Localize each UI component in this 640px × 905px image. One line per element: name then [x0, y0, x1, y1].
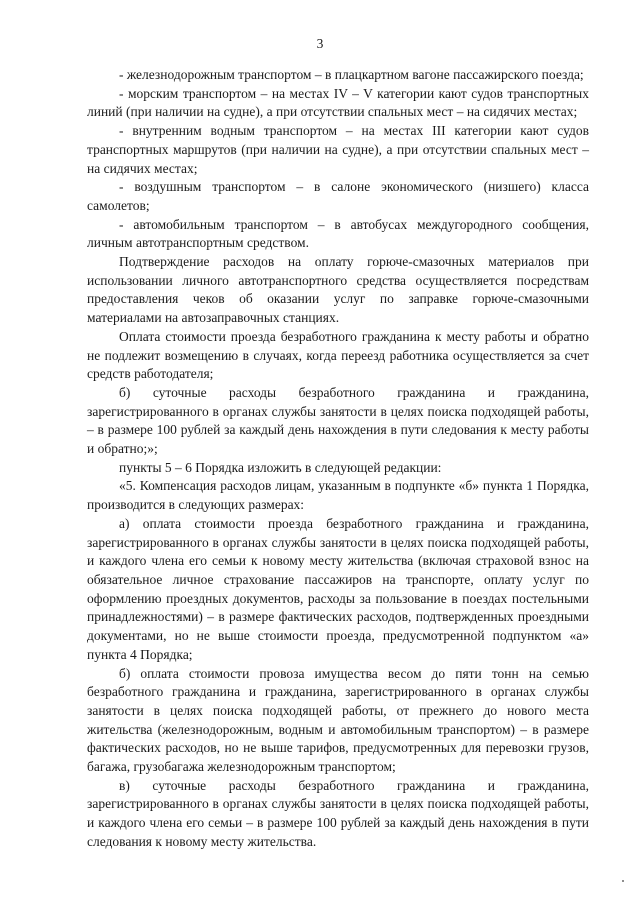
paragraph-subpoint-a: а) оплата стоимости проезда безработного гражданина и гражданина, зарегистрированного в органах службы занятости в целях поиска подходящей работы, и каждого члена его семьи к новому месту жительства (включая страховой взнос на обязательное личное страхование пассажиров на транспорте, оплату услуг по оформлению проездных документов, расходы за пользование в поездах постельными принадлежностями) – в размере фактических расходов, подтвержденных проездными документами, но не выше стоимости проезда, предусмотренной подпунктом «а» пункта 4 Порядка; — [87, 515, 589, 662]
paragraph-sea-transport: - морским транспортом – на местах IV – V категории кают судов транспортных линий (при наличии на судне), а при отсутствии спальных мест – на сидячих местах; — [87, 85, 589, 120]
paragraph-subpoint-b: б) оплата стоимости провоза имущества весом до пяти тонн на семью безработного гражданина и гражданина, зарегистрированного в органах службы занятости в целях поиска подходящей работы, от прежнего до нового места жительства (железнодорожным, водным и автомобильным транспортом) – в размере фактических расходов, но не выше тарифов, предусмотренных для перевозки грузов, багажа, грузобагажа железнодорожным транспортом; — [87, 665, 589, 775]
scan-speck — [622, 880, 624, 882]
paragraph-point-5: «5. Компенсация расходов лицам, указанным в подпункте «б» пункта 1 Порядка, производится в следующих размерах: — [87, 478, 589, 513]
paragraph-daily-allowance: б) суточные расходы безработного гражданина и гражданина, зарегистрированного в органах службы занятости в целях поиска подходящей работы, – в размере 100 рублей за каждый день нахождения в пути следования к месту работы и обратно;»; — [87, 384, 589, 457]
paragraph-fuel-confirmation: Подтверждение расходов на оплату горюче-смазочных материалов при использовании личного автотранспортного средства осуществляется посредствам предоставления чеков об оказании услуг по заправке горюче-смазочными материалами на автозаправочных станциях. — [87, 254, 589, 326]
paragraph-employer-paid-travel: Оплата стоимости проезда безработного гражданина к месту работы и обратно не подлежит возмещению в случаях, когда переезд работника осуществляется за счет средств работодателя; — [87, 328, 589, 382]
paragraph-air-transport: - воздушным транспортом – в салоне экономического (низшего) класса самолетов; — [87, 179, 589, 213]
paragraph-rail-transport: - железнодорожным транспортом – в плацкартном вагоне пассажирского поезда; — [119, 67, 584, 82]
paragraph-amend-points: пункты 5 – 6 Порядка изложить в следующей редакции: — [119, 459, 442, 475]
document-body — [87, 66, 589, 852]
paragraph-inland-water-transport: - внутренним водным транспортом – на местах III категории кают судов транспортных маршрутов (при наличии на судне), а при отсутствии спальных мест – на сидячих местах; — [87, 123, 589, 176]
paragraph-road-transport: - автомобильным транспортом – в автобусах междугородного сообщения, личным автотранспортным средством. — [87, 216, 589, 251]
page-number: 3 — [316, 36, 324, 51]
paragraph-subpoint-v: в) суточные расходы безработного гражданина и гражданина, зарегистрированного в органах службы занятости в целях поиска подходящей работы, и каждого члена его семьи – в размере 100 рублей за каждый день нахождения в пути следования к новому месту жительства. — [87, 777, 589, 849]
